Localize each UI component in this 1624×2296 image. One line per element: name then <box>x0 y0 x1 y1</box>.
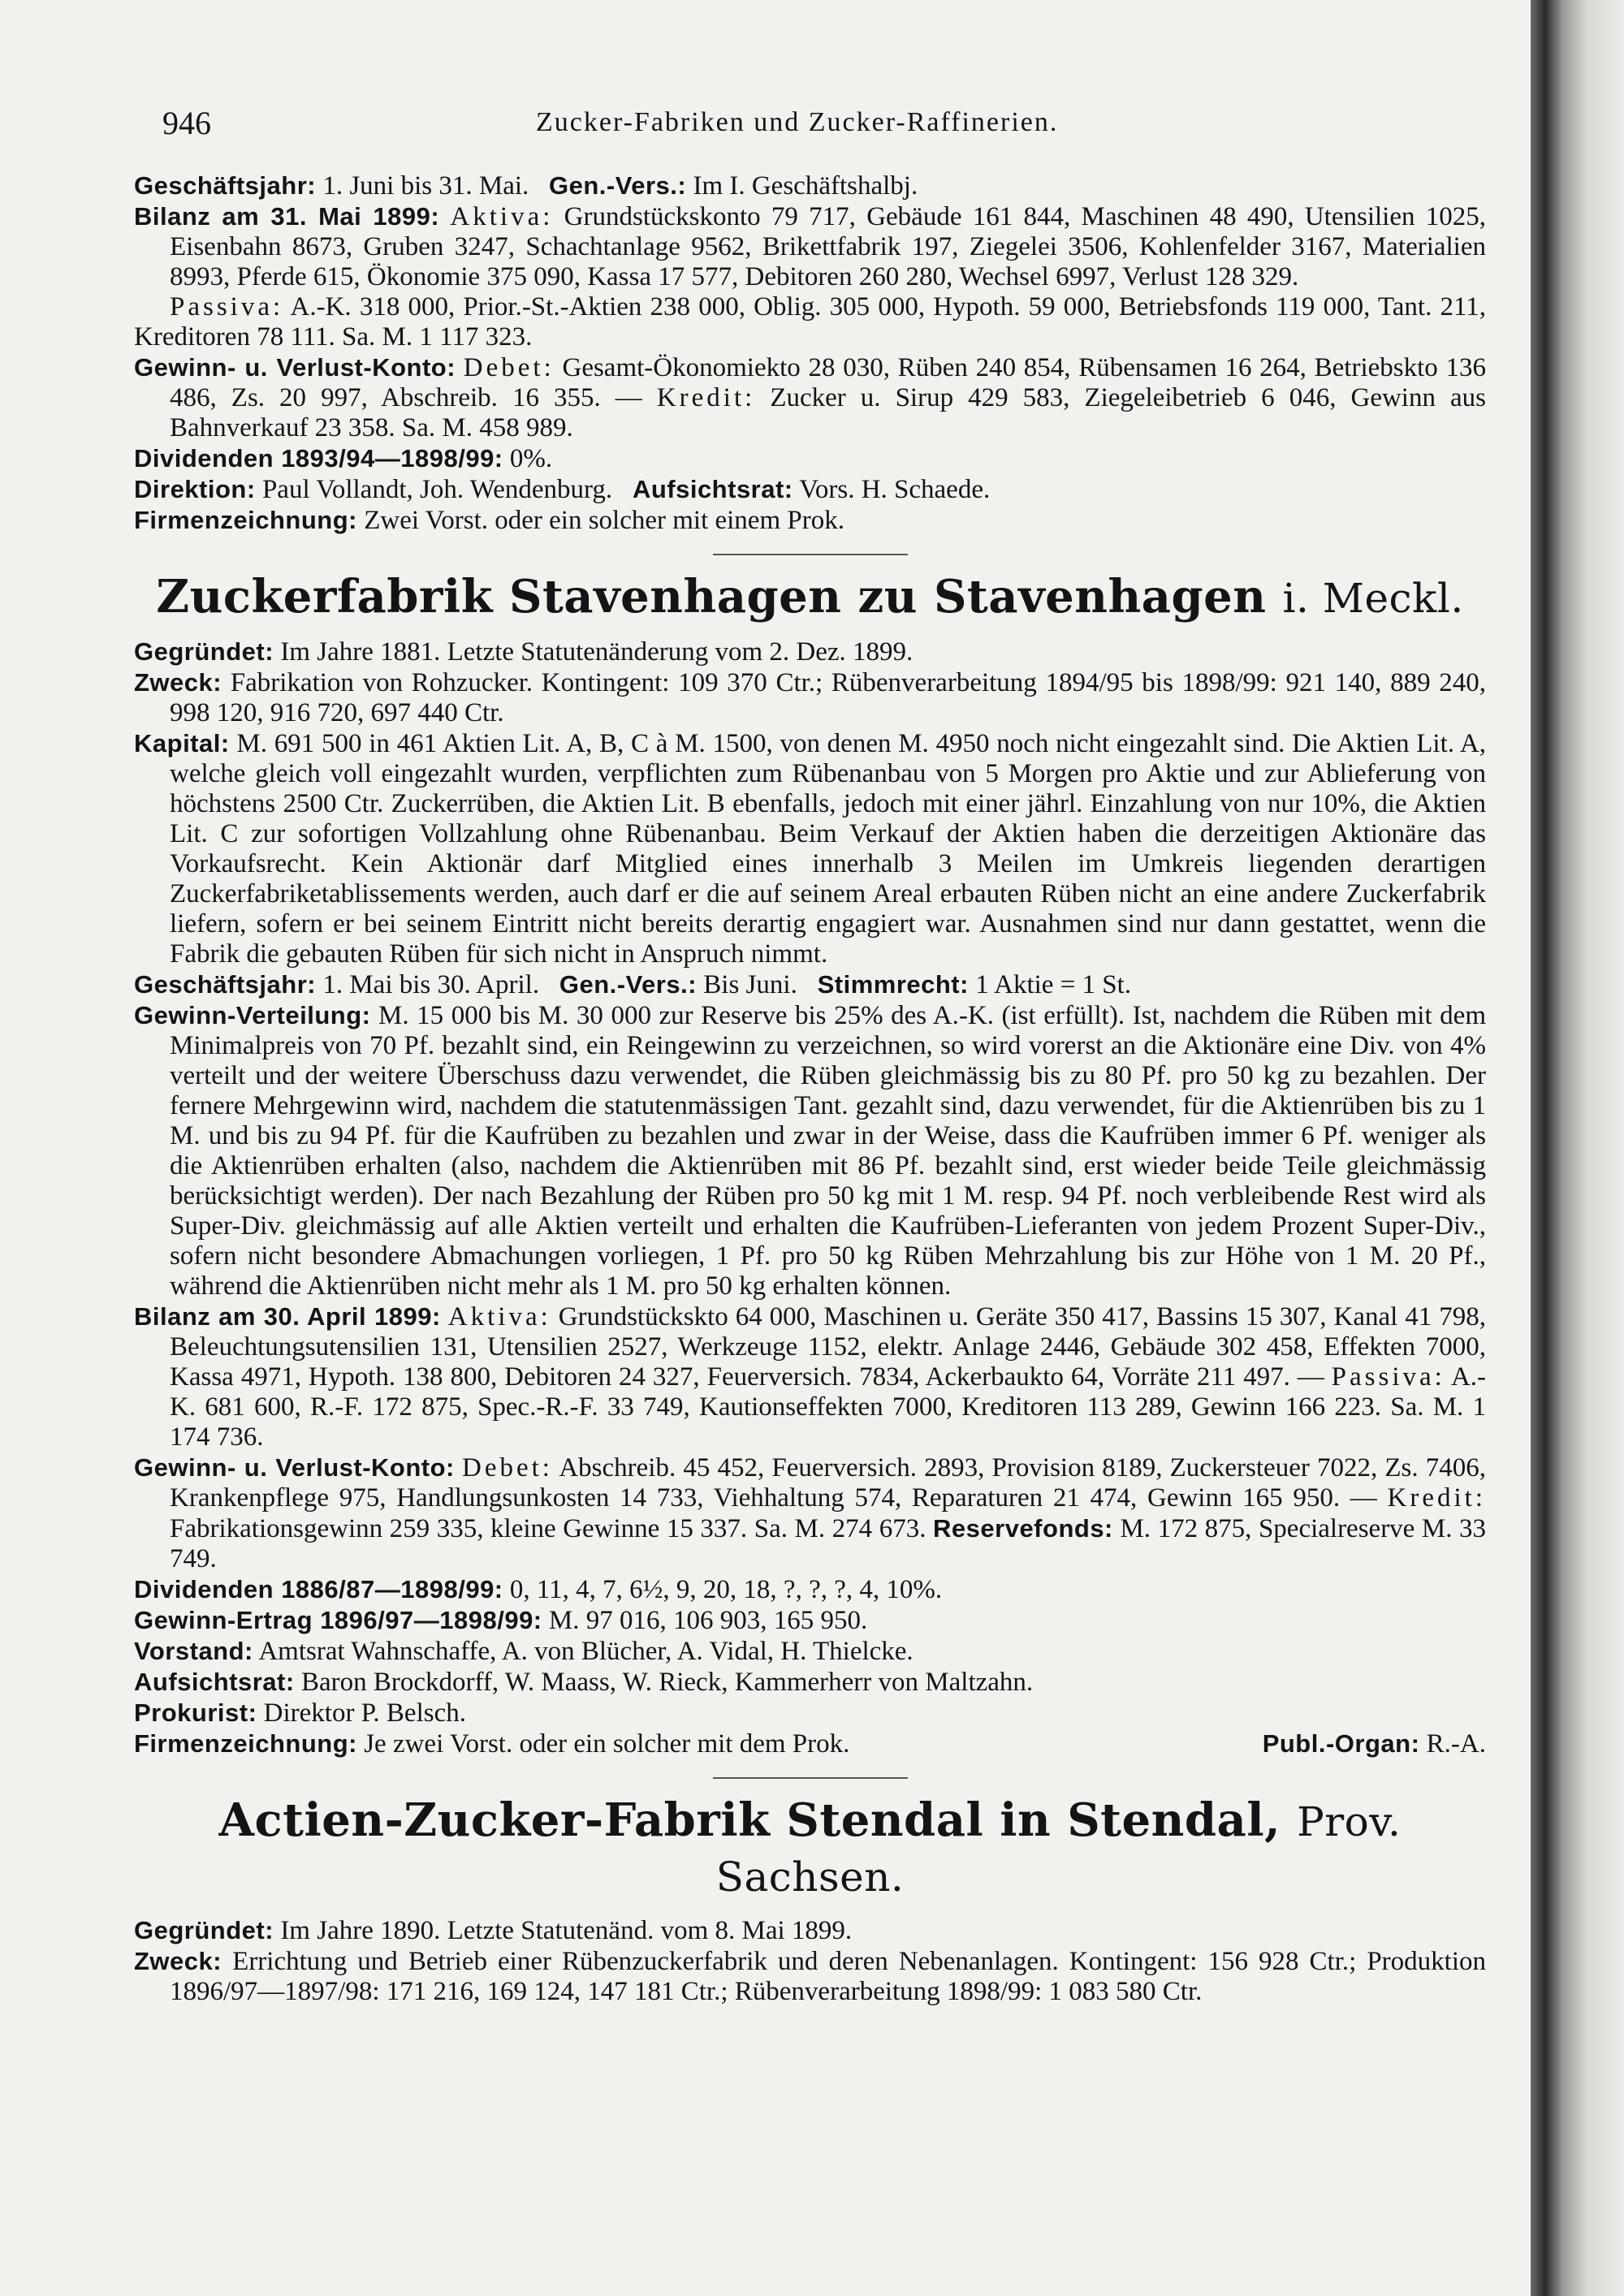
company-title-stendal <box>134 1793 1486 1904</box>
running-title: Zucker-Fabriken und Zucker-Raffinerien. <box>536 107 1059 137</box>
field-label: Gewinn-Ertrag 1896/97—1898/99: <box>134 1606 542 1634</box>
passiva-label: Passiva: <box>1331 1362 1445 1392</box>
aktiva-label: Aktiva: <box>450 202 554 231</box>
prev-passiva <box>134 292 1486 352</box>
kredit-label: Kredit: <box>1387 1483 1486 1513</box>
field-label: Aufsichtsrat: <box>632 475 793 503</box>
stav-gewinnertrag <box>134 1605 1486 1636</box>
field-text: M. 172 875, Specialreserve M. 33 749. <box>170 1514 1487 1573</box>
field-text: 1. Mai bis 30. April. <box>322 970 540 999</box>
kredit-label: Kredit: <box>656 383 756 412</box>
field-text: Im I. Geschäftshalbj. <box>693 171 918 201</box>
company-title-stavenhagen <box>134 570 1486 625</box>
debet-label: Debet: <box>462 1453 553 1482</box>
field-label: Gegründet: <box>134 1916 274 1944</box>
field-label: Dividenden 1893/94—1898/99: <box>134 444 503 473</box>
stendal-zweck <box>134 1946 1486 2007</box>
prev-firmenzeichnung <box>134 505 1486 536</box>
field-label: Gen.-Vers.: <box>549 171 687 200</box>
field-label: Geschäftsjahr: <box>134 970 317 999</box>
field-label: Publ.-Organ: <box>1262 1729 1420 1758</box>
field-text: Zucker u. Sirup 429 583, Ziegeleibetrieb 6 046, Gewinn aus Bahnverkauf 23 358. Sa. M. 458 989. <box>170 383 1486 442</box>
field-text: A.-K. 318 000, Prior.-St.-Aktien 238 000, Oblig. 305 000, Hypoth. 59 000, Betriebsfonds 119 000, Tant. 211, Kreditoren 78 111. Sa. M. 1 117 323. <box>134 292 1486 352</box>
field-label: Prokurist: <box>134 1698 257 1727</box>
field-label: Direktion: <box>134 475 256 503</box>
company-name: Actien-Zucker-Fabrik Stendal in Stendal, <box>218 1793 1281 1847</box>
field-text: Paul Vollandt, Joh. Wendenburg. <box>261 475 613 504</box>
field-text: Im Jahre 1881. Letzte Statutenänderung vom 2. Dez. 1899. <box>280 637 914 667</box>
field-label: Gegründet: <box>134 637 274 666</box>
section-divider <box>713 554 908 555</box>
field-text: 1 Aktie = 1 St. <box>975 970 1132 999</box>
field-label: Geschäftsjahr: <box>134 171 317 200</box>
field-text: Grundstückskto 64 000, Maschinen u. Geräte 350 417, Bassins 15 307, Kanal 41 798, Beleuchtungsutensilien 131, Utensilien 2527, Werkzeuge 1152, elektr. Anlage 2446, Gebäude 302 458, Effekten 7000, Kassa 4971, Hypoth. 138 800, Debitoren 24 327, Feuerversich. 7834, Ackerbaukto 64, Vorräte 211 497. — <box>170 1302 1487 1392</box>
field-label: Zweck: <box>134 1947 222 1975</box>
field-label: Bilanz am 30. April 1899: <box>134 1302 441 1331</box>
field-label: Aufsichtsrat: <box>134 1668 295 1696</box>
field-text: Direktor P. Belsch. <box>263 1698 466 1728</box>
field-text: M. 691 500 in 461 Aktien Lit. A, B, C à M. 1500, von denen M. 4950 noch nicht eingezahlt sind. Die Aktien Lit. A, welche gleich voll eingezahlt wurden, verpflichten zum Rübenanbau von 5 Morgen pro Aktie und zur Ablieferung von höchstens 2500 Ctr. Zuckerrüben, die Aktien Lit. B ebenfalls, jedoch mit einer jährl. Einzahlung von nur 10%, die Aktien Lit. C zur sofortigen Vollzahlung ohne Rübenanbau. Beim Verkauf der Aktien haben die derzeitigen Aktionäre das Vorkaufsrecht. Kein Aktionär darf Mitglied eines innerhalb 3 Meilen im Umkreis liegenden derartigen Zuckerfabriketablissements werden, auch darf er die auf seinem Areal erbauten Rüben nicht an eine andere Zuckerfabrik liefern, sofern er bei seinem Eintritt nicht bereits derartig engagiert war. Ausnahmen sind nur dann gestattet, wenn die Fabrik die gebauten Rüben für sich nicht in Anspruch nimmt. <box>170 729 1486 969</box>
field-label: Stimmrecht: <box>817 970 969 999</box>
stav-bilanz <box>134 1301 1486 1452</box>
stav-dividenden <box>134 1574 1486 1605</box>
field-text: Vors. H. Schaede. <box>799 475 991 504</box>
stav-guv <box>134 1452 1486 1574</box>
page-body <box>134 170 1486 2007</box>
field-text: Grundstückskonto 79 717, Gebäude 161 844, Maschinen 48 490, Utensilien 1025, Eisenbahn 8673, Gruben 3247, Schachtanlage 9562, Brikettfabrik 197, Ziegelei 3506, Kohlenfelder 3167, Materialien 8993, Pferde 615, Ökonomie 375 090, Kassa 17 577, Debitoren 260 280, Wechsel 6997, Verlust 128 329. <box>170 202 1486 291</box>
field-label: Gen.-Vers.: <box>559 970 698 999</box>
field-text: R.-A. <box>1426 1729 1486 1759</box>
prev-guv <box>134 352 1486 443</box>
field-label: Gewinn- u. Verlust-Konto: <box>134 353 456 382</box>
company-location: Prov. Sachsen. <box>715 1798 1402 1901</box>
company-name: Zuckerfabrik Stavenhagen zu Stavenhagen <box>156 570 1267 624</box>
field-label: Zweck: <box>134 668 222 697</box>
running-head <box>162 104 1486 149</box>
field-text: Zwei Vorst. oder ein solcher mit einem Prok. <box>364 506 844 535</box>
field-label: Firmenzeichnung: <box>134 1729 357 1758</box>
field-text: 0, 11, 4, 7, 6½, 9, 20, 18, ?, ?, ?, 4, 10%. <box>509 1575 943 1604</box>
field-text: Amtsrat Wahnschaffe, A. von Blücher, A. Vidal, H. Thielcke. <box>258 1637 914 1666</box>
field-label: Reservefonds: <box>933 1514 1113 1543</box>
field-text: Baron Brockdorff, W. Maass, W. Rieck, Kammerherr von Maltzahn. <box>300 1668 1034 1697</box>
field-label: Dividenden 1886/87—1898/99: <box>134 1575 503 1603</box>
stav-firmenzeichnung <box>134 1728 1486 1759</box>
stav-geschaeftsjahr <box>134 969 1486 1000</box>
publ-organ <box>1262 1728 1486 1759</box>
aktiva-label: Aktiva: <box>447 1302 551 1331</box>
field-text: Im Jahre 1890. Letzte Statutenänd. vom 8. Mai 1899. <box>280 1916 853 1945</box>
field-text: M. 15 000 bis M. 30 000 zur Reserve bis 25% des A.-K. (ist erfüllt). Ist, nachdem die Rüben mit dem Minimalpreis von 70 Pf. bezahlt sind, ein Reingewinn zu verzeichnen, so wird vorerst an die Aktionäre eine Div. von 4% verteilt und der weitere Überschuss dazu verwendet, die Rüben gleichmässig bis zu 80 Pf. pro 50 kg zu bezahlen. Der fernere Mehrgewinn wird, nachdem die statutenmässigen Tant. gezahlt sind, dazu verwendet, für die Aktienrüben bis zu 1 M. und bis zu 94 Pf. für die Kaufrüben zu bezahlen und zwar in der Weise, dass die Kaufrüben immer 6 Pf. weniger als die Aktienrüben erhalten (also, nachdem die Aktienrüben mit 86 Pf. bezahlt sind, erst wieder beide Teile gleichmässig berücksichtigt werden). Der nach Bezahlung der Rüben pro 50 kg mit 1 M. resp. 94 Pf. noch verbleibende Rest wird als Super-Div. gleichmässig auf alle Aktien verteilt und erhalten die Kaufrüben-Lieferanten von jedem Prozent Super-Div., sofern nicht besondere Abmachungen vorliegen, 1 Pf. pro 50 kg Rüben Mehrzahlung bis zur Höhe von 1 M. 20 Pf., während die Aktienrüben nicht mehr als 1 M. pro 50 kg erhalten können. <box>170 1001 1486 1301</box>
field-label: Gewinn-Verteilung: <box>134 1001 371 1029</box>
prev-dividenden <box>134 443 1486 474</box>
stav-gegruendet <box>134 637 1486 667</box>
debet-label: Debet: <box>463 353 555 382</box>
stav-prokurist <box>134 1698 1486 1728</box>
field-text: 1. Juni bis 31. Mai. <box>322 171 529 201</box>
field-text: 0%. <box>509 444 553 473</box>
field-text: Je zwei Vorst. oder ein solcher mit dem Prok. <box>364 1729 850 1759</box>
stendal-gegruendet <box>134 1915 1486 1946</box>
page-number: 946 <box>162 105 211 141</box>
field-text: Bis Juni. <box>703 970 797 999</box>
stav-gewinnverteilung <box>134 1000 1486 1301</box>
stav-aufsichtsrat <box>134 1667 1486 1698</box>
field-label: Bilanz am 31. Mai 1899: <box>134 202 440 231</box>
company-location: i. Meckl. <box>1282 575 1464 622</box>
field-label: Firmenzeichnung: <box>134 506 357 534</box>
prev-geschaeftsjahr <box>134 170 1486 201</box>
scan-binding-edge <box>1531 0 1624 2296</box>
stav-kapital <box>134 728 1486 969</box>
field-label: Kapital: <box>134 729 230 757</box>
prev-bilanz <box>134 201 1486 292</box>
field-text: M. 97 016, 106 903, 165 950. <box>548 1606 868 1635</box>
field-label: Gewinn- u. Verlust-Konto: <box>134 1453 455 1482</box>
section-divider <box>713 1777 908 1779</box>
field-label: Vorstand: <box>134 1637 253 1665</box>
passiva-label: Passiva: <box>170 292 284 322</box>
field-text: Errichtung und Betrieb einer Rübenzuckerfabrik und deren Nebenanlagen. Kontingent: 156 928 Ctr.; Produktion 1896/97—1897/98: 171 216, 169 124, 147 181 Ctr.; Rübenverarbeitung 1898/99: 1 083 580 Ctr. <box>170 1947 1487 2006</box>
field-text: Abschreib. 45 452, Feuerversich. 2893, Provision 8189, Zuckersteuer 7022, Zs. 7406, Krankenpflege 975, Handlungsunkosten 14 733, Viehhaltung 574, Reparaturen 21 474, Gewinn 165 950. — <box>170 1453 1486 1513</box>
stav-zweck <box>134 667 1486 728</box>
stav-vorstand <box>134 1636 1486 1667</box>
field-text: Gesamt-Ökonomiekto 28 030, Rüben 240 854, Rübensamen 16 264, Betriebskto 136 486, Zs. 20 997, Abschreib. 16 355. — <box>170 353 1487 412</box>
field-text: Fabrikationsgewinn 259 335, kleine Gewinne 15 337. Sa. M. 274 673. <box>170 1514 926 1543</box>
field-text: A.-K. 681 600, R.-F. 172 875, Spec.-R.-F. 33 749, Kautionseffekten 7000, Kreditoren 113 289, Gewinn 166 223. Sa. M. 1 174 736. <box>170 1362 1487 1452</box>
field-text: Fabrikation von Rohzucker. Kontingent: 109 370 Ctr.; Rübenverarbeitung 1894/95 bis 1898/99: 921 140, 889 240, 998 120, 916 720, 697 440 Ctr. <box>170 668 1486 727</box>
prev-direktion <box>134 474 1486 505</box>
